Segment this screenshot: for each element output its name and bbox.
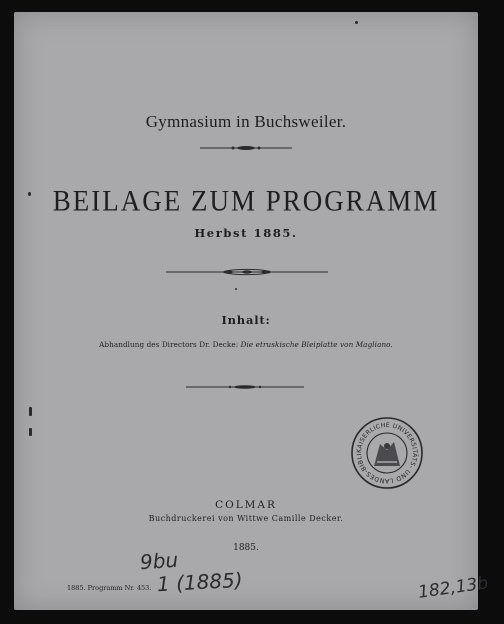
paper-spot [28, 192, 31, 196]
contents-work-title: Die etruskische Bleiplatte von Magliano. [240, 340, 393, 349]
ornament-rule-top [200, 145, 292, 151]
handwritten-note-2: 1 (1885) [156, 567, 244, 597]
handwritten-note-1: 9bu [139, 547, 179, 575]
imprint-place: COLMAR [215, 499, 277, 511]
contents-heading: Inhalt: [221, 313, 271, 327]
term-year: Herbst 1885. [194, 226, 298, 240]
paper-spot [29, 407, 32, 416]
contents-entry [14, 340, 478, 349]
document-page [14, 12, 490, 610]
document-title: BEILAGE ZUM PROGRAMM [52, 184, 440, 218]
library-stamp-icon [350, 416, 424, 490]
imprint-printer: Buchdruckerei von Wittwe Camille Decker. [148, 514, 344, 523]
ornament-rule-bottom [186, 384, 304, 390]
contents-prefix: Abhandlung des Directors Dr. Decke: [99, 340, 239, 349]
paper-spot [355, 21, 358, 24]
program-number: 1885. Programm Nr. 453. [67, 584, 152, 592]
paper-spot [235, 288, 237, 290]
paper-spot [29, 428, 32, 436]
handwritten-shelfmark: 182,13b [416, 573, 490, 603]
stamp-text: KAISERLICHE UNIVERSITÄTS- UND LANDES-BIBLI [355, 421, 419, 485]
ornament-rule-middle [166, 268, 328, 276]
library-stamp [350, 416, 424, 490]
school-name: Gymnasium in Buchsweiler. [145, 112, 347, 131]
imprint-year: 1885. [233, 543, 259, 553]
